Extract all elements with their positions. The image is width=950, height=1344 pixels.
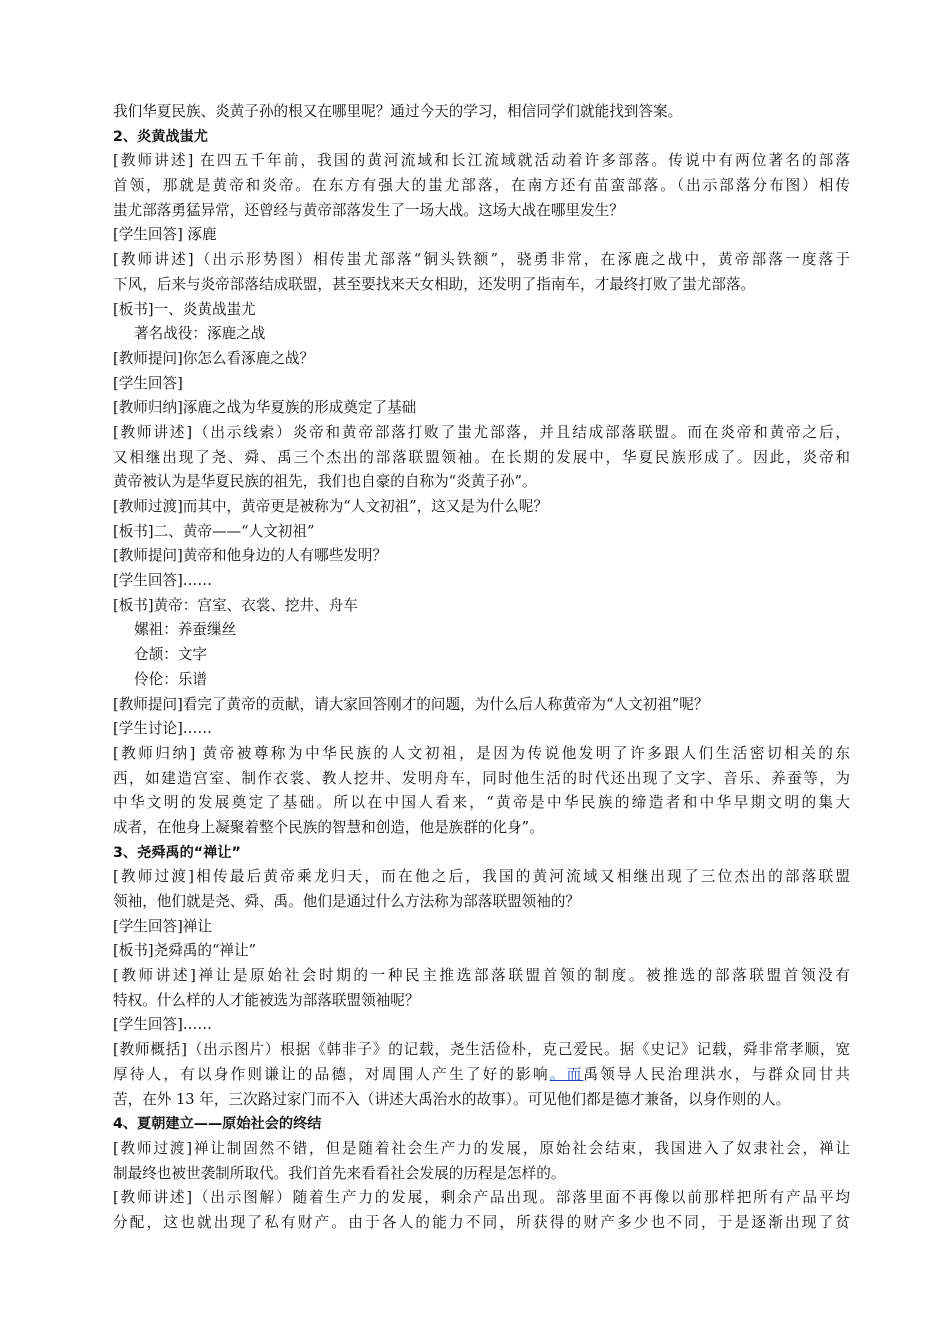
text-line: 下风，后来与炎帝部落结成联盟，甚至要找来天女相助，还发明了指南车，才最终打败了蚩尤部落。 bbox=[113, 275, 756, 293]
text-line: 著名战役：涿鹿之战 bbox=[134, 325, 266, 343]
text-line: 特权。什么样的人才能被选为部落联盟领袖呢？ bbox=[113, 991, 420, 1009]
text-line: [教师提问]你怎么看涿鹿之战？ bbox=[113, 349, 315, 367]
text-line: [教师提问]黄帝和他身边的人有哪些发明？ bbox=[113, 547, 388, 565]
text-line: [教师讲述]禅让是原始社会时期的一种民主推选部落联盟首领的制度。被推选的部落联盟首领没有 bbox=[113, 967, 850, 985]
text-line: [教师过渡]禅让制固然不错，但是随着社会生产力的发展，原始社会结束，我国进入了奴隶社会，禅让 bbox=[113, 1139, 850, 1157]
text-line: 成者，在他身上凝聚着整个民族的智慧和创造，他是族群的化身”。 bbox=[113, 818, 544, 836]
text-line: 又相继出现了尧、舜、禹三个杰出的部落联盟领袖。在长期的发展中，华夏民族形成了。因此，炎帝和 bbox=[113, 448, 850, 466]
text-segment: 禹领导人民治理洪水，与群众同甘共 bbox=[583, 1065, 850, 1083]
text-line: [板书]一、炎黄战蚩尤 bbox=[113, 300, 256, 318]
text-line: [学生回答] 涿鹿 bbox=[113, 226, 217, 244]
text-line: 我们华夏民族、炎黄子孙的根又在哪里呢？通过今天的学习，相信同学们就能找到答案。 bbox=[113, 103, 683, 120]
text-line: [学生回答] bbox=[113, 374, 183, 392]
section-heading-2: 2、炎黄战蚩尤 bbox=[113, 128, 208, 145]
text-line: 西，如建造宫室、制作衣裳、教人挖井、发明舟车，同时他生活的时代还出现了文字、音乐、养蚕等，为 bbox=[113, 769, 850, 787]
text-line: 苦，在外 13 年，三次路过家门而不入（讲述大禹治水的故事）。可见他们都是德才兼备，以身作则的人。 bbox=[113, 1090, 791, 1108]
text-line: [板书]二、黄帝——“人文初祖” bbox=[113, 522, 315, 540]
text-line: 伶伦：乐谱 bbox=[134, 670, 207, 688]
text-line: 首领，那就是黄帝和炎帝。在东方有强大的蚩尤部落，在南方还有苗蛮部落。（出示部落分布图）相传 bbox=[113, 177, 850, 195]
text-line: [学生讨论]…… bbox=[113, 720, 212, 738]
text-line: [教师归纳]涿鹿之战为华夏族的形成奠定了基础 bbox=[113, 399, 417, 417]
text-line: [教师过渡]相传最后黄帝乘龙归天，而在他之后，我国的黄河流域又相继出现了三位杰出的部落联盟 bbox=[113, 868, 850, 886]
section-heading-3: 3、尧舜禹的“禅让” bbox=[113, 844, 241, 861]
text-line: [教师讲述]（出示形势图）相传蚩尤部落“铜头铁额”，骁勇非常，在涿鹿之战中，黄帝部落一度落于 bbox=[113, 251, 850, 269]
text-line: [教师讲述]（出示图解）随着生产力的发展，剩余产品出现。部落里面不再像以前那样把所有产品平均 bbox=[113, 1189, 850, 1207]
text-line: [学生回答]禅让 bbox=[113, 917, 212, 935]
section-heading-4: 4、夏朝建立——原始社会的终结 bbox=[113, 1116, 322, 1133]
inline-link[interactable]: 。而 bbox=[549, 1065, 584, 1083]
text-line: 黄帝被认为是华夏民族的祖先，我们也自豪的自称为“炎黄子孙”。 bbox=[113, 473, 537, 491]
text-line: [教师过渡]而其中，黄帝更是被称为“人文初祖”，这又是为什么呢？ bbox=[113, 498, 548, 515]
text-line: 领袖，他们就是尧、舜、禹。他们是通过什么方法称为部落联盟领袖的？ bbox=[113, 893, 581, 910]
text-line: [教师讲述]（出示线索）炎帝和黄帝部落打败了蚩尤部落，并且结成部落联盟。而在炎帝和黄帝之后， bbox=[113, 423, 850, 441]
text-line: 制最终也被世袭制所取代。我们首先来看看社会发展的历程是怎样的。 bbox=[113, 1164, 566, 1182]
text-line: 分配，这也就出现了私有财产。由于各人的能力不同，所获得的财产多少也不同，于是逐渐出现了贫 bbox=[113, 1213, 850, 1231]
text-line: 中华文明的发展奠定了基础。所以在中国人看来，“黄帝是中华民族的缔造者和中华早期文明的集大 bbox=[113, 794, 850, 812]
text-line: 蚩尤部落勇猛异常，还曾经与黄帝部落发生了一场大战。这场大战在哪里发生？ bbox=[113, 201, 624, 219]
text-line: 仓颉：文字 bbox=[134, 646, 207, 664]
text-line: 嫘祖：养蚕缫丝 bbox=[134, 621, 237, 639]
text-line: [教师讲述] 在四五千年前，我国的黄河流域和长江流域就活动着许多部落。传说中有两位著名的部落 bbox=[113, 152, 850, 170]
text-line: [教师归纳] 黄帝被尊称为中华民族的人文初祖，是因为传说他发明了许多跟人们生活密切相关的东 bbox=[113, 744, 850, 762]
document-page bbox=[113, 100, 850, 1236]
text-line: [教师提问]看完了黄帝的贡献，请大家回答刚才的问题，为什么后人称黄帝为“人文初祖”呢？ bbox=[113, 695, 709, 713]
text-segment: 厚待人，有以身作则谦让的品德，对周围人产生了好的影响 bbox=[113, 1065, 550, 1083]
text-line: [学生回答]…… bbox=[113, 572, 212, 590]
text-line: [教师概括]（出示图片）根据《韩非子》的记载，尧生活俭朴，克己爱民。据《史记》记载，舜非常孝顺，宽 bbox=[113, 1041, 850, 1059]
text-line-with-link bbox=[113, 1063, 850, 1088]
text-line: [板书]尧舜禹的“禅让” bbox=[113, 942, 257, 960]
text-line: [学生回答]…… bbox=[113, 1016, 212, 1034]
text-line: [板书]黄帝：宫室、衣裳、挖井、舟车 bbox=[113, 596, 358, 614]
